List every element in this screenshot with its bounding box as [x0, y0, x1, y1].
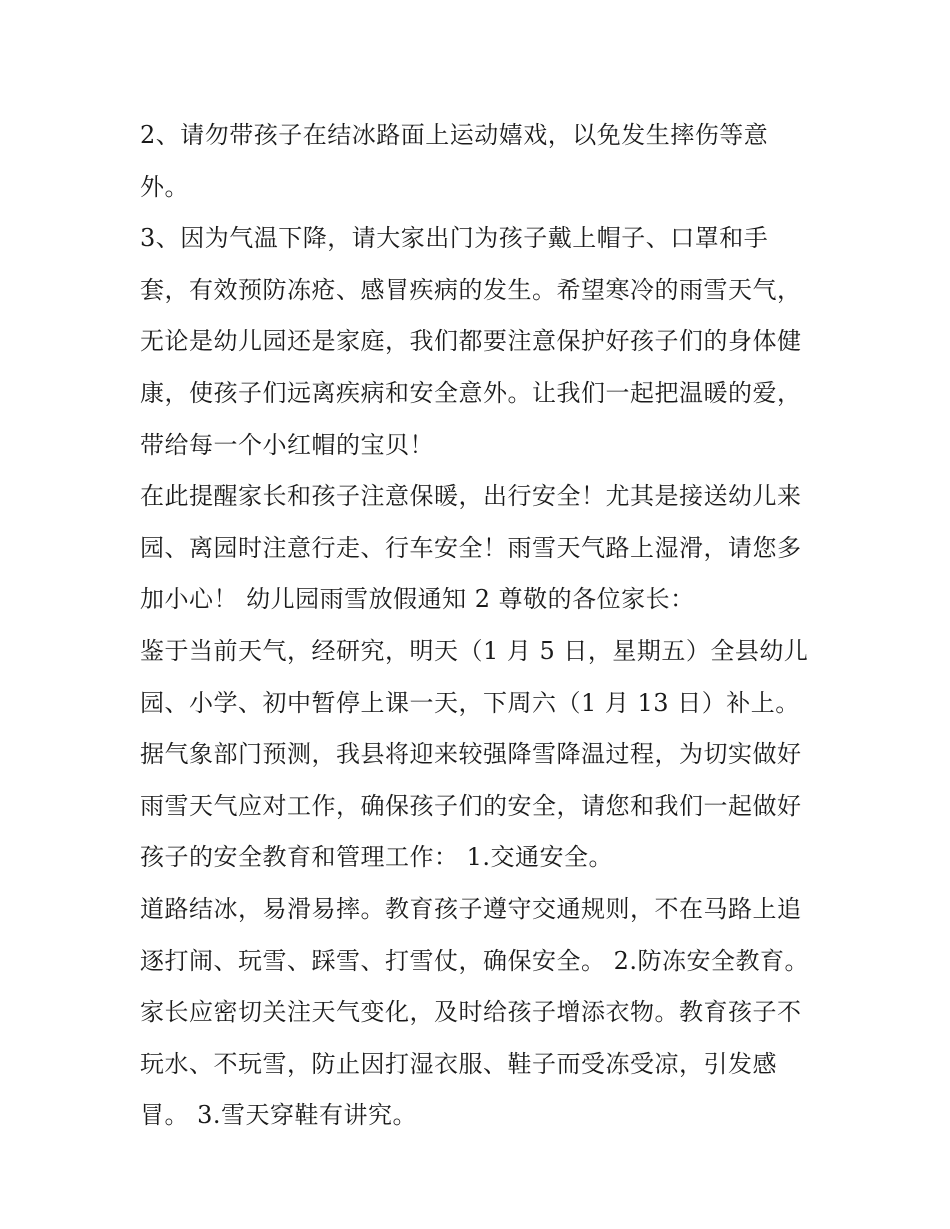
text-line: 冒。 3.雪天穿鞋有讲究。: [140, 1101, 418, 1130]
text-line: 外。: [140, 172, 189, 201]
text-line: 孩子的安全教育和管理工作： 1.交通安全。: [140, 843, 614, 872]
text-line: 康，使孩子们远离疾病和安全意外。让我们一起把温暖的爱，: [140, 378, 802, 407]
text-line: 2、请勿带孩子在结冰路面上运动嬉戏，以免发生摔伤等意: [140, 121, 769, 149]
text-line: 套，有效预防冻疮、感冒疾病的发生。希望寒冷的雨雪天气，: [140, 275, 802, 304]
text-line: 3、因为气温下降，请大家出门为孩子戴上帽子、口罩和手: [140, 224, 769, 253]
text-line: 雨雪天气应对工作，确保孩子们的安全，请您和我们一起做好: [140, 791, 802, 820]
text-line: 园、小学、初中暂停上课一天，下周六（1 月 13 日）补上。: [140, 688, 800, 717]
text-line: 带给每一个小红帽的宝贝！: [140, 430, 434, 459]
text-line: 逐打闹、玩雪、踩雪、打雪仗，确保安全。 2.防冻安全教育。: [140, 946, 810, 975]
text-line: 无论是幼儿园还是家庭，我们都要注意保护好孩子们的身体健: [140, 327, 802, 356]
text-line: 家长应密切关注天气变化，及时给孩子增添衣物。教育孩子不: [140, 998, 802, 1027]
text-line: 鉴于当前天气，经研究，明天（1 月 5 日，星期五）全县幼儿: [140, 636, 809, 665]
text-line: 玩水、不玩雪，防止因打湿衣服、鞋子而受冻受凉，引发感: [140, 1049, 777, 1078]
text-line: 据气象部门预测，我县将迎来较强降雪降温过程，为切实做好: [140, 740, 802, 769]
document-body: [140, 110, 820, 1142]
text-line: 道路结冰，易滑易摔。教育孩子遵守交通规则，不在马路上追: [140, 894, 802, 923]
text-line: 在此提醒家长和孩子注意保暖，出行安全！尤其是接送幼儿来: [140, 482, 802, 511]
text-line: 园、离园时注意行走、行车安全！雨雪天气路上湿滑，请您多: [140, 533, 802, 562]
text-line: 加小心！ 幼儿园雨雪放假通知 2 尊敬的各位家长：: [140, 585, 695, 614]
